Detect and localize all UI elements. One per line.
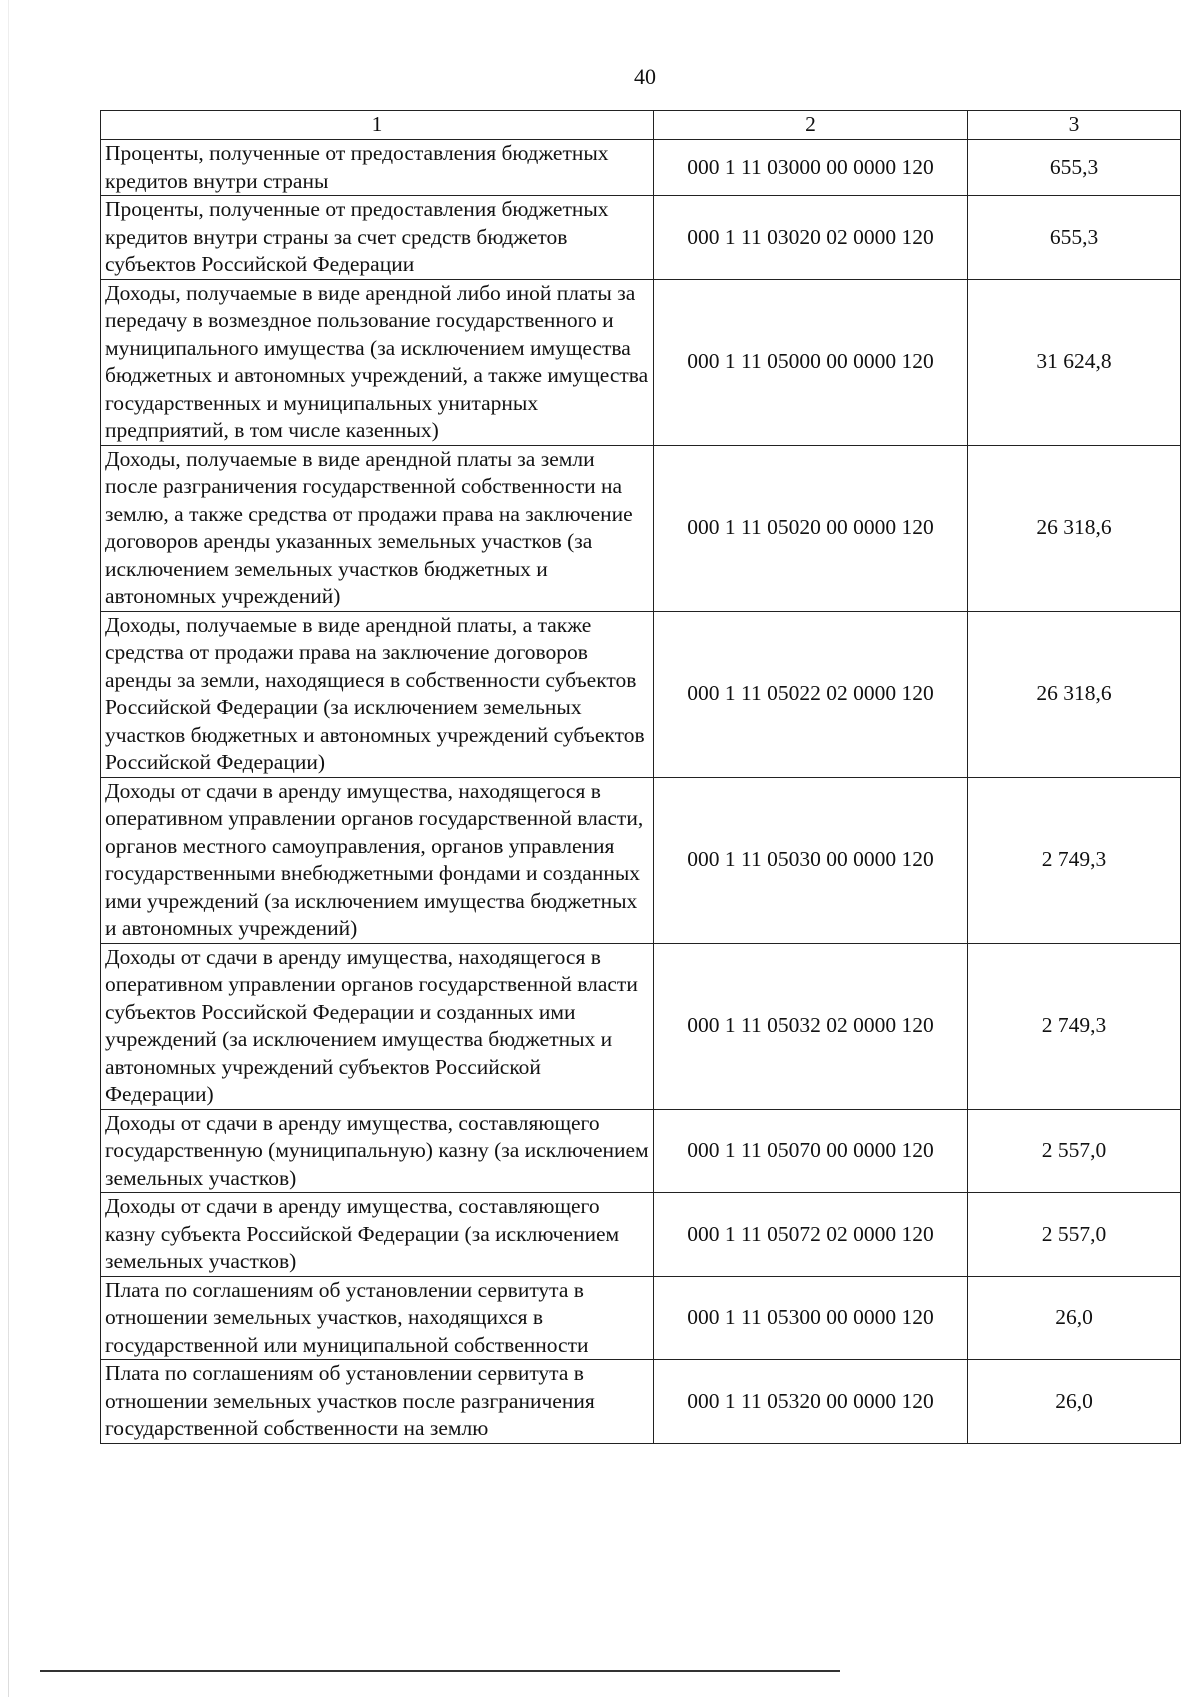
table-row [101,196,1181,280]
revenue-name: Плата по соглашениям об установлении сервитута в отношении земельных участков после разграничения государственной собственности на землю [101,1360,654,1444]
budget-classification-code: 000 1 11 05022 02 0000 120 [654,611,968,777]
table-row [101,445,1181,611]
page-number: 40 [634,64,656,89]
amount: 31 624,8 [968,279,1181,445]
table-row [101,140,1181,196]
table-row [101,1109,1181,1193]
budget-classification-code: 000 1 11 05030 00 0000 120 [654,777,968,943]
amount: 26,0 [968,1276,1181,1360]
table-row [101,1276,1181,1360]
budget-classification-code: 000 1 11 05000 00 0000 120 [654,279,968,445]
revenue-name: Плата по соглашениям об установлении сервитута в отношении земельных участков, находящихся в государственной или муниципальной собственности [101,1276,654,1360]
column-header-1: 1 [101,111,654,140]
amount: 2 557,0 [968,1193,1181,1277]
budget-classification-code: 000 1 11 05072 02 0000 120 [654,1193,968,1277]
amount: 2 749,3 [968,777,1181,943]
table-row [101,611,1181,777]
table-row [101,279,1181,445]
revenue-name: Доходы от сдачи в аренду имущества, находящегося в оперативном управлении органов государственной власти субъектов Российской Федерации и созданных ими учреждений (за исключением имущества бюджетных и автономных учреждений субъектов Российской Федерации) [101,943,654,1109]
revenue-name: Доходы, получаемые в виде арендной либо иной платы за передачу в возмездное пользование государственного и муниципального имущества (за исключением имущества бюджетных и автономных учреждений, а также имущества государственных и муниципальных унитарных предприятий, в том числе казенных) [101,279,654,445]
revenue-name: Доходы, получаемые в виде арендной платы за земли после разграничения государственной собственности на землю, а также средства от продажи права на заключение договоров аренды указанных земельных участков (за исключением земельных участков бюджетных и автономных учреждений) [101,445,654,611]
budget-classification-code: 000 1 11 03020 02 0000 120 [654,196,968,280]
table-header-row [101,111,1181,140]
budget-classification-code: 000 1 11 05020 00 0000 120 [654,445,968,611]
amount: 2 557,0 [968,1109,1181,1193]
table-row [101,1193,1181,1277]
amount: 26 318,6 [968,445,1181,611]
budget-classification-code: 000 1 11 05032 02 0000 120 [654,943,968,1109]
column-header-3: 3 [968,111,1181,140]
table-row [101,1360,1181,1444]
revenue-name: Доходы от сдачи в аренду имущества, составляющего государственную (муниципальную) казну (за исключением земельных участков) [101,1109,654,1193]
amount: 655,3 [968,196,1181,280]
revenue-name: Доходы от сдачи в аренду имущества, составляющего казну субъекта Российской Федерации (за исключением земельных участков) [101,1193,654,1277]
scan-edge-line [8,0,9,1697]
table-row [101,777,1181,943]
revenue-name: Проценты, полученные от предоставления бюджетных кредитов внутри страны за счет средств бюджетов субъектов Российской Федерации [101,196,654,280]
amount: 26 318,6 [968,611,1181,777]
budget-classification-code: 000 1 11 03000 00 0000 120 [654,140,968,196]
revenue-name: Проценты, полученные от предоставления бюджетных кредитов внутри страны [101,140,654,196]
table-row [101,943,1181,1109]
footer-rule [40,1670,840,1672]
revenue-table [100,110,1181,1444]
amount: 26,0 [968,1360,1181,1444]
budget-classification-code: 000 1 11 05300 00 0000 120 [654,1276,968,1360]
amount: 655,3 [968,140,1181,196]
revenue-name: Доходы, получаемые в виде арендной платы, а также средства от продажи права на заключение договоров аренды за земли, находящиеся в собственности субъектов Российской Федерации (за исключением земельных участков бюджетных и автономных учреждений субъектов Российской Федерации) [101,611,654,777]
amount: 2 749,3 [968,943,1181,1109]
budget-classification-code: 000 1 11 05320 00 0000 120 [654,1360,968,1444]
column-header-2: 2 [654,111,968,140]
budget-classification-code: 000 1 11 05070 00 0000 120 [654,1109,968,1193]
revenue-name: Доходы от сдачи в аренду имущества, находящегося в оперативном управлении органов государственной власти, органов местного самоуправления, органов управления государственными внебюджетными фондами и созданных ими учреждений (за исключением имущества бюджетных и автономных учреждений) [101,777,654,943]
